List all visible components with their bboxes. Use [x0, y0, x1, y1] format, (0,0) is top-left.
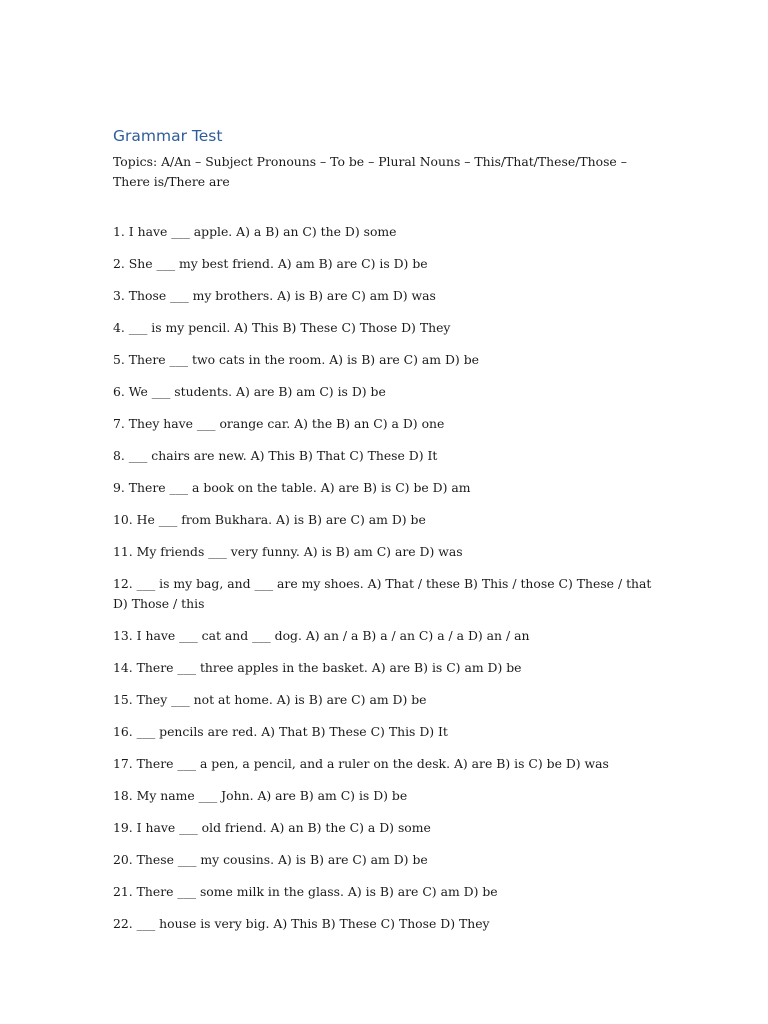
question-item: 5. There ___ two cats in the room. A) is B) are C) am D) be — [113, 352, 479, 367]
question-item: 20. These ___ my cousins. A) is B) are C) am D) be — [113, 852, 428, 867]
document-page — [113, 126, 658, 946]
question-item: 2. She ___ my best friend. A) am B) are C) is D) be — [113, 256, 428, 271]
question-item: 21. There ___ some milk in the glass. A) is B) are C) am D) be — [113, 884, 498, 899]
question-item: 7. They have ___ orange car. A) the B) an C) a D) one — [113, 416, 445, 431]
question-item: 6. We ___ students. A) are B) am C) is D) be — [113, 384, 386, 399]
question-item: 9. There ___ a book on the table. A) are B) is C) be D) am — [113, 480, 471, 495]
question-item: 17. There ___ a pen, a pencil, and a ruler on the desk. A) are B) is C) be D) was — [113, 756, 609, 771]
topics-line: Topics: A/An – Subject Pronouns – To be – Plural Nouns – This/That/These/Those – There is/There are — [113, 154, 627, 189]
question-item: 18. My name ___ John. A) are B) am C) is D) be — [113, 788, 408, 803]
question-item: 1. I have ___ apple. A) a B) an C) the D) some — [113, 224, 397, 239]
question-list — [113, 222, 658, 934]
question-item: 22. ___ house is very big. A) This B) These C) Those D) They — [113, 916, 490, 931]
question-item: 3. Those ___ my brothers. A) is B) are C) am D) was — [113, 288, 436, 303]
question-item: 12. ___ is my bag, and ___ are my shoes. A) That / these B) This / those C) These / that D) Those / this — [113, 576, 652, 611]
question-item: 11. My friends ___ very funny. A) is B) am C) are D) was — [113, 544, 463, 559]
question-item: 19. I have ___ old friend. A) an B) the C) a D) some — [113, 820, 431, 835]
question-item: 10. He ___ from Bukhara. A) is B) are C) am D) be — [113, 512, 426, 527]
question-item: 15. They ___ not at home. A) is B) are C) am D) be — [113, 692, 427, 707]
question-item: 14. There ___ three apples in the basket. A) are B) is C) am D) be — [113, 660, 522, 675]
question-item: 8. ___ chairs are new. A) This B) That C) These D) It — [113, 448, 438, 463]
question-item: 16. ___ pencils are red. A) That B) These C) This D) It — [113, 724, 448, 739]
question-item: 13. I have ___ cat and ___ dog. A) an / a B) a / an C) a / a D) an / an — [113, 628, 530, 643]
question-item: 4. ___ is my pencil. A) This B) These C) Those D) They — [113, 320, 451, 335]
document-title: Grammar Test — [113, 127, 223, 145]
